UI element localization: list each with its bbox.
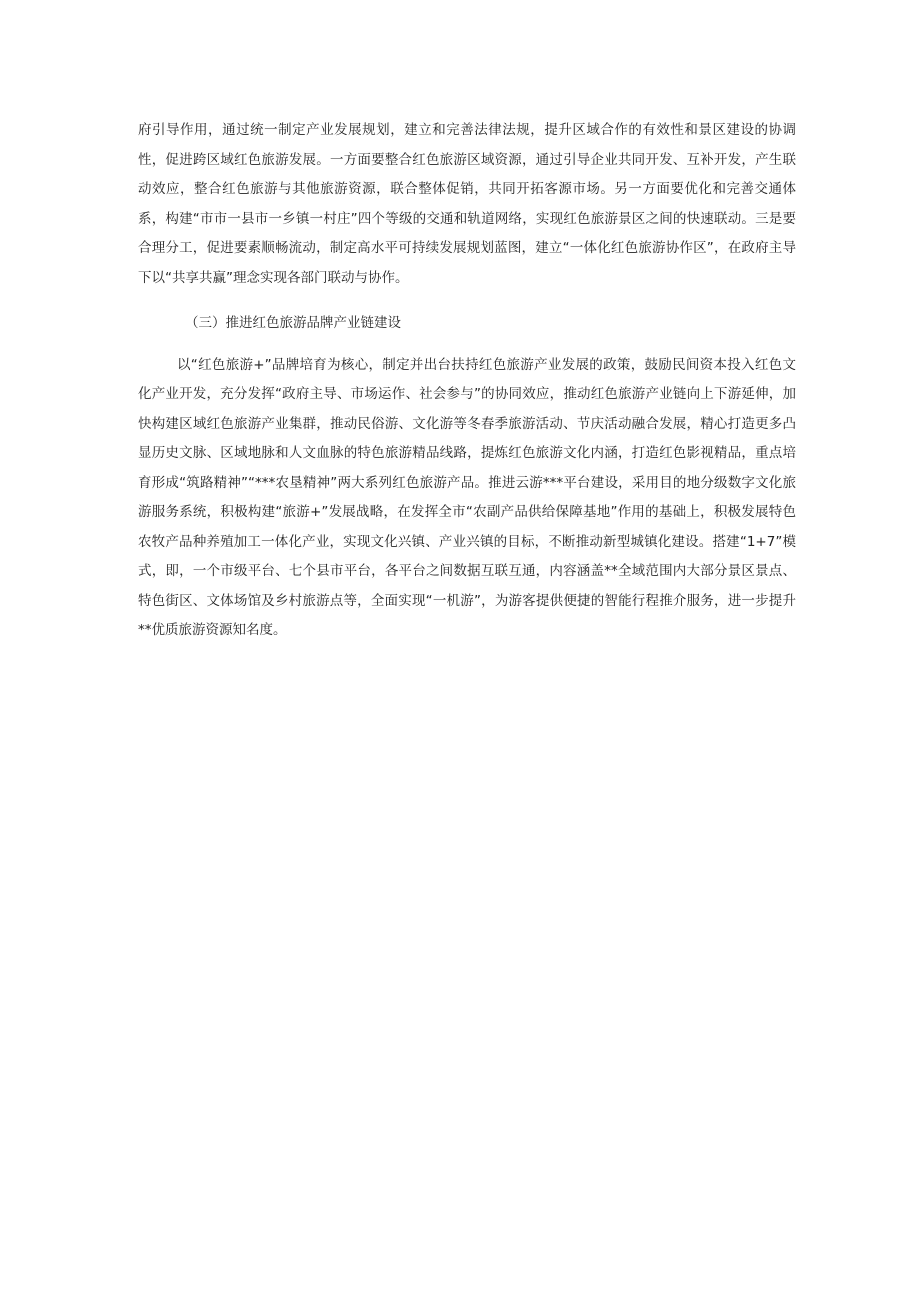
paragraph-body: 以“红色旅游+”品牌培育为核心，制定并出台扶持红色旅游产业发展的政策，鼓励民间资本投入红色文化产业开发，充分发挥“政府主导、市场运作、社会参与”的协同效应，推动红色旅游产业链向上下游延伸，加快构建区域红色旅游产业集群，推动民俗游、文化游等冬春季旅游活动、节庆活动融合发展，精心打造更多凸显历史文脉、区域地脉和人文血脉的特色旅游精品线路，提炼红色旅游文化内涵，打造红色影视精品，重点培育形成“筑路精神”“***农垦精神”两大系列红色旅游产品。推进云游***平台建设，采用目的地分级数字文化旅游服务系统，积极构建“旅游+”发展战略，在发挥全市“农副产品供给保障基地”作用的基础上，积极发展特色农牧产品种养殖加工一体化产业，实现文化兴镇、产业兴镇的目标，不断推动新型城镇化建设。搭建“1+7”模式，即，一个市级平台、七个县市平台，各平台之间数据互联互通，内容涵盖**全域范围内大部分景区景点、特色街区、文体场馆及乡村旅游点等，全面实现“一机游”，为游客提供便捷的智能行程推介服务，进一步提升**优质旅游资源知名度。	[138, 356, 796, 638]
section-heading: （三）推进红色旅游品牌产业链建设	[185, 315, 401, 331]
document-body	[138, 116, 796, 646]
paragraph-continuation: 府引导作用，通过统一制定产业发展规划，建立和完善法律法规，提升区域合作的有效性和景区建设的协调性，促进跨区域红色旅游发展。一方面要整合红色旅游区域资源，通过引导企业共同开发、互补开发，产生联动效应，整合红色旅游与其他旅游资源，联合整体促销，共同开拓客源市场。另一方面要优化和完善交通体系，构建“市市一县市一乡镇一村庄”四个等级的交通和轨道网络，实现红色旅游景区之间的快速联动。三是要合理分工，促进要素顺畅流动，制定高水平可持续发展规划蓝图，建立“一体化红色旅游协作区”，在政府主导下以“共享共赢”理念实现各部门联动与协作。	[138, 122, 796, 286]
